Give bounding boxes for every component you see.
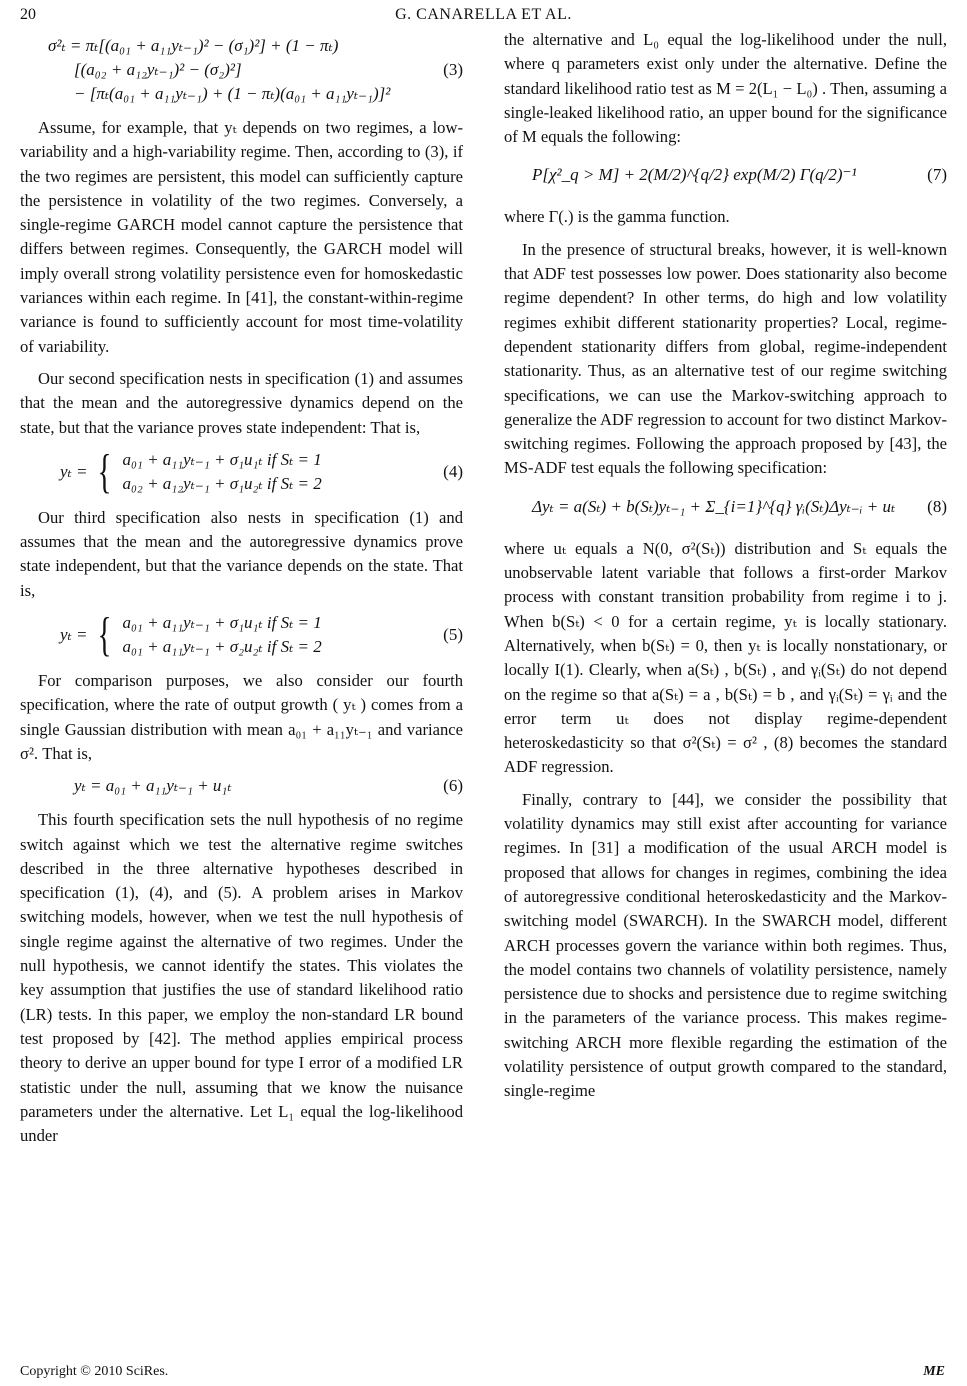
equation-5-lhs: yₜ = bbox=[60, 625, 88, 645]
equation-5-case-1: a₀₁ + a₁₁yₜ₋₁ + σ₁u₁ₜ if Sₜ = 1 bbox=[122, 613, 322, 633]
paragraph: Assume, for example, that yₜ depends on two regimes, a low-variability and a high-variability regime. Then, according to (3), if the two regimes are persistent, this model can sufficiently capture the persistence in volatility of the two regimes. Conversely, a single-regime GARCH model cannot capture the persistence that differs between regimes. Consequently, the GARCH model will imply overall strong volatility persistence even for homoskedastic variances within each regime. In [41], the constant-within-regime variance is found to sufficiently account for most time-volatility of variability. bbox=[20, 118, 463, 356]
paragraph: Our third specification also nests in specification (1) and assumes that the mean and the autoregressive dynamics prove state independent, but that the variance depends on the state. That is, bbox=[20, 507, 463, 600]
copyright-notice: Copyright © 2010 SciRes. bbox=[20, 1364, 169, 1379]
equation-7-number: (7) bbox=[927, 165, 947, 185]
equation-8-number: (8) bbox=[927, 496, 947, 516]
paragraph: Our second specification nests in specification (1) and assumes that the mean and the autoregressive dynamics depend on the state, but that the variance proves state independent: That is, bbox=[20, 368, 463, 437]
equation-3-line-2: [(a₀₂ + a₁₂yₜ₋₁)² − (σ₂)²] bbox=[74, 60, 242, 79]
paragraph: Finally, contrary to [44], we consider the possibility that volatility dynamics may still exist after accounting for variance regimes. In [31] a modification of the usual ARCH model is proposed that allows for changes in regimes, combining the idea of autoregressive conditional heteroskedasticity and the Markov-switching model (SWARCH). In the SWARCH model, different ARCH processes govern the variance within both regimes. Thus, the model contains two channels of volatility persistence, namely persistence due to shocks and persistence due to regime switching in the parameters of the variance process. This makes regime-switching ARCH more flexible regarding the estimation of the volatility persistence of output growth compared to the standard, single-regime bbox=[504, 789, 947, 1101]
equation-4-case-2: a₀₂ + a₁₂yₜ₋₁ + σ₁u₂ₜ if Sₜ = 2 bbox=[122, 473, 322, 493]
equation-3-line-3: − [πₜ(a₀₁ + a₁₁yₜ₋₁) + (1 − πₜ)(a₀₁ + a₁₁yₜ₋₁)]² bbox=[74, 84, 391, 103]
paragraph: In the presence of structural breaks, however, it is well-known that ADF test possesses low power. Does stationarity also become regime dependent? In other terms, do high and low volatility regimes exhibit different stationarity properties? Local, regime-dependent stationarity differs from global, regime-independent stationarity. Thus, as an alternative test of our regime switching specifications, we can use the Markov-switching approach to generalize the ADF regression to account for two distinct Markov-switching regimes. Following the approach proposed by [43], the MS-ADF test equals the following specification: bbox=[504, 239, 947, 478]
equation-8-body: Δyₜ = a(Sₜ) + b(Sₜ)yₜ₋₁ + Σ_{i=1}^{q} γᵢ(Sₜ)Δyₜ₋ᵢ + uₜ bbox=[532, 496, 896, 516]
equation-5-number: (5) bbox=[443, 625, 463, 645]
equation-5-case-2: a₀₁ + a₁₁yₜ₋₁ + σ₂u₂ₜ if Sₜ = 2 bbox=[122, 637, 322, 657]
equation-7-body: P[χ²_q > M] + 2(M/2)^{q/2} exp(M/2) Γ(q/2)⁻¹ bbox=[532, 165, 857, 185]
equation-4-case-1: a₀₁ + a₁₁yₜ₋₁ + σ₁u₁ₜ if Sₜ = 1 bbox=[122, 449, 322, 469]
equation-3-line-1: σ²ₜ = πₜ[(a₀₁ + a₁₁yₜ₋₁)² − (σ₁)²] + (1 − πₜ) bbox=[48, 36, 339, 55]
equation-6 bbox=[20, 774, 463, 798]
equation-3-number: (3) bbox=[443, 60, 463, 79]
brace-glyph: { bbox=[98, 608, 112, 662]
journal-abbreviation: ME bbox=[923, 1364, 945, 1379]
equation-4-lhs: yₜ = bbox=[60, 461, 88, 481]
equation-6-body: yₜ = a₀₁ + a₁₁yₜ₋₁ + u₁ₜ bbox=[74, 776, 232, 796]
paragraph: where Γ(.) is the gamma function. bbox=[504, 207, 730, 227]
equation-8 bbox=[504, 495, 947, 519]
equation-4-number: (4) bbox=[443, 461, 463, 481]
paragraph: the alternative and L₀ equal the log-likelihood under the null, where q parameters exist only under the alternative. Define the standard likelihood ratio test as M = 2(L₁ − L₀) . Then, assuming a single-leaked likelihood ratio, an upper bound for the significance of M equals the following: bbox=[504, 30, 947, 147]
brace-glyph: { bbox=[98, 444, 112, 498]
equation-6-number: (6) bbox=[443, 776, 463, 796]
paragraph: This fourth specification sets the null hypothesis of no regime switch against which we test the alternative regime switches described in the three alternative hypotheses described in specification (1), (4), and (5). A problem arises in Markov switching models, however, when we test the null hypothesis of single regime against the alternative of two regimes. Under the null hypothesis, we cannot identify the states. This violates the key assumption that justifies the use of standard likelihood ratio (LR) tests. In this paper, we employ the non-standard LR bound test proposed by [42]. The method applies empirical process theory to derive an upper bound for type I error of a modified LR statistic under the null, assuming that we know the nuisance parameters under the alternative. Let L₁ equal the log-likelihood under bbox=[20, 810, 463, 1146]
left-column bbox=[20, 28, 463, 1156]
paragraph: where uₜ equals a N(0, σ²(Sₜ)) distribution and Sₜ equals the unobservable latent variable that follows a first-order Markov process with constant transition probability from regime i to j. When b(Sₜ) < 0 for a certain regime, yₜ is locally stationary. Alternatively, when b(Sₜ) = 0, then yₜ is locally nonstationary, or locally I(1). Clearly, when a(Sₜ) , b(Sₜ) , and γᵢ(Sₜ) do not depend on the regime so that a(Sₜ) = a , b(Sₜ) = b , and γᵢ(Sₜ) = γᵢ and the error term uₜ does not display regime-dependent heteroskedasticity so that σ²(Sₜ) = σ² , (8) becomes the standard ADF regression. bbox=[504, 538, 947, 777]
paragraph: For comparison purposes, we also consider our fourth specification, where the rate of output growth ( yₜ ) comes from a single Gaussian distribution with mean a₀₁ + a₁₁yₜ₋₁ and variance σ². That is, bbox=[20, 671, 463, 763]
equation-4 bbox=[20, 444, 463, 498]
page-number: 20 bbox=[20, 6, 36, 23]
right-column bbox=[504, 28, 947, 1112]
running-title: G. CANARELLA ET AL. bbox=[395, 6, 572, 23]
equation-7 bbox=[504, 163, 947, 187]
equation-5 bbox=[20, 608, 463, 662]
equation-3 bbox=[20, 34, 463, 106]
